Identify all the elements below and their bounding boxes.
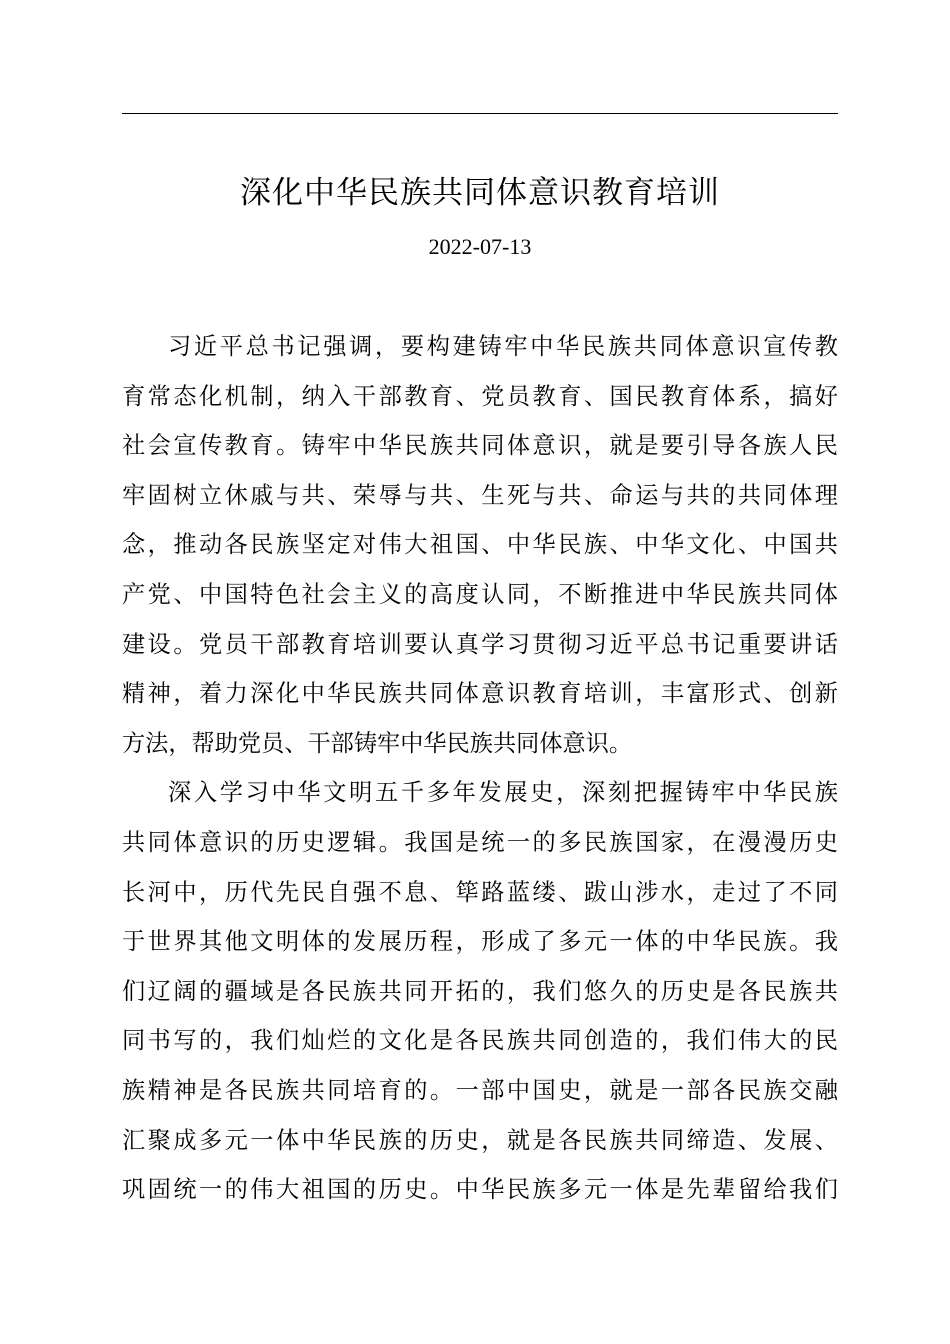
text-line: 共同体意识的历史逻辑。我国是统一的多民族国家，在漫漫历史	[122, 828, 838, 856]
text-line: 深入学习中华文明五千多年发展史，深刻把握铸牢中华民族	[168, 779, 838, 807]
publish-date: 2022-07-13	[428, 234, 532, 259]
paragraph	[122, 322, 838, 768]
text-line: 牢固树立休戚与共、荣辱与共、生死与共、命运与共的共同体理	[122, 481, 838, 509]
text-line: 巩固统一的伟大祖国的历史。中华民族多元一体是先辈留给我们	[122, 1176, 838, 1204]
header-rule	[122, 113, 838, 114]
text-line: 社会宣传教育。铸牢中华民族共同体意识，就是要引导各族人民	[122, 432, 838, 460]
document-title: 深化中华民族共同体意识教育培训	[240, 175, 720, 211]
paragraph	[122, 768, 838, 1214]
text-line: 长河中，历代先民自强不息、筚路蓝缕、跋山涉水，走过了不同	[122, 878, 838, 906]
text-line: 汇聚成多元一体中华民族的历史，就是各民族共同缔造、发展、	[122, 1126, 838, 1154]
text-line: 建设。党员干部教育培训要认真学习贯彻习近平总书记重要讲话	[122, 630, 838, 658]
text-line: 于世界其他文明体的发展历程，形成了多元一体的中华民族。我	[122, 928, 838, 956]
text-line: 族精神是各民族共同培育的。一部中国史，就是一部各民族交融	[122, 1076, 838, 1104]
text-line: 同书写的，我们灿烂的文化是各民族共同创造的，我们伟大的民	[122, 1027, 838, 1055]
text-line: 们辽阔的疆域是各民族共同开拓的，我们悠久的历史是各民族共	[122, 977, 838, 1005]
text-line: 念，推动各民族坚定对伟大祖国、中华民族、中华文化、中国共	[122, 531, 838, 559]
text-line: 习近平总书记强调，要构建铸牢中华民族共同体意识宣传教	[168, 333, 838, 360]
text-line: 育常态化机制，纳入干部教育、党员教育、国民教育体系，搞好	[122, 382, 838, 410]
text-line: 产党、中国特色社会主义的高度认同，不断推进中华民族共同体	[122, 580, 838, 608]
article-body	[122, 322, 838, 1215]
text-line: 精神，着力深化中华民族共同体意识教育培训，丰富形式、创新	[122, 680, 838, 708]
text-line: 方法，帮助党员、干部铸牢中华民族共同体意识。	[122, 729, 633, 757]
